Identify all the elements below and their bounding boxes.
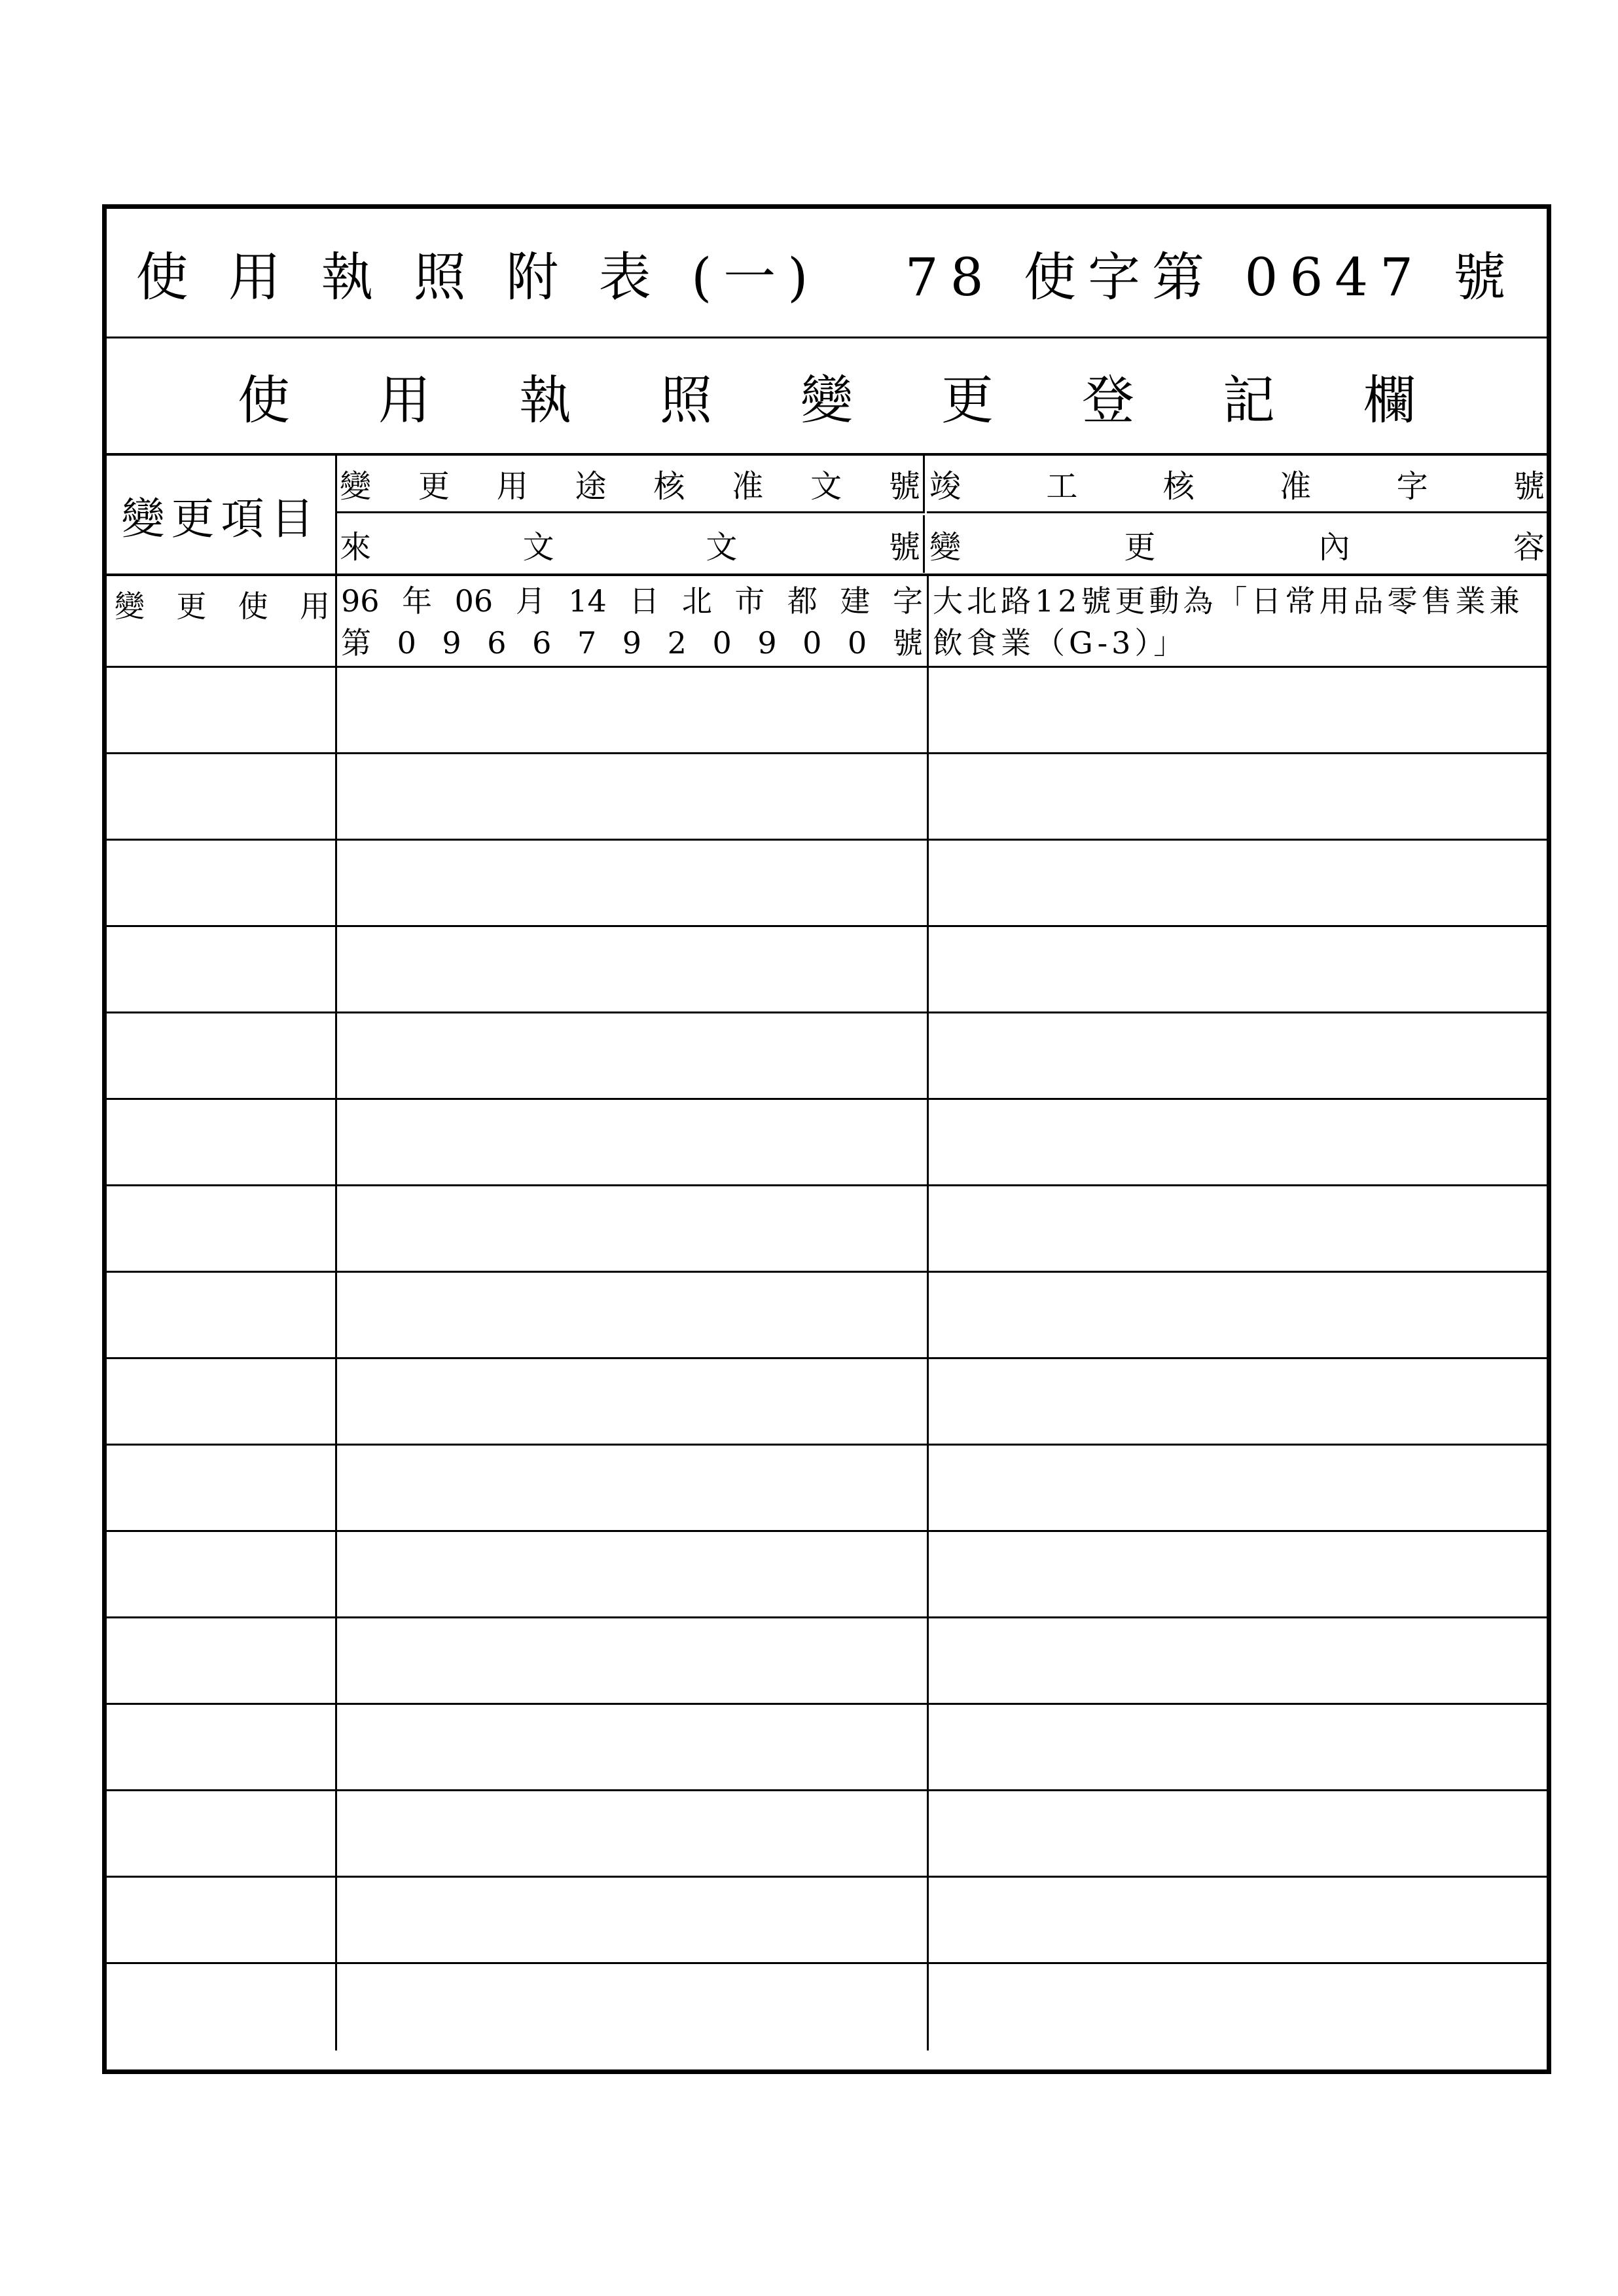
entry-doc-char: 14 [568,583,607,619]
empty-cell [107,1705,337,1789]
empty-cell [929,1532,1547,1616]
header-char: 准 [732,468,764,505]
header-change-content [927,515,1547,573]
empty-cell [929,1878,1547,1962]
empty-cell [107,1964,337,2050]
entry-content-line-1: 大北路12號更動為「日常用品零售業兼 [933,583,1524,619]
header-char: 文 [810,468,842,505]
empty-cell [929,1013,1547,1098]
empty-cell [337,1273,929,1357]
entry-doc-char: 市 [734,583,765,619]
header-char: 號 [888,528,920,566]
empty-cell [929,1791,1547,1876]
entry-doc-char: 9 [442,625,461,661]
entry-doc-char: 6 [487,625,507,661]
table-row [107,1532,1547,1618]
header-completion-approval-number [927,456,1547,513]
entry-doc-char: 7 [577,625,597,661]
header-char: 核 [1162,468,1195,505]
header-char: 號 [888,468,920,505]
entry-doc-char: 6 [532,625,552,661]
entry-doc-char: 號 [892,625,923,661]
entry-doc-line-2 [341,622,923,664]
empty-cell [929,1273,1547,1357]
empty-cell [929,754,1547,839]
empty-cell [929,1705,1547,1789]
empty-cell [929,1618,1547,1703]
header-incoming-doc-number [337,515,925,573]
table-row [107,1186,1547,1273]
entry-doc-char: 日 [629,583,660,619]
header-char: 用 [496,468,528,505]
header-change-item: 變更項目 [107,456,337,574]
header-char: 竣 [929,468,962,505]
empty-cell [929,1964,1547,2050]
header-approval-doc-number [337,456,925,513]
table-row [107,1446,1547,1532]
empty-cell [337,841,929,925]
header-char: 字 [1396,468,1428,505]
empty-cell [337,1705,929,1789]
entry-item-char: 更 [176,589,207,624]
header-char: 變 [929,528,962,566]
subtitle-char: 使 [238,370,290,431]
table-row [107,927,1547,1013]
empty-cell [107,1359,337,1444]
subtitle-char: 記 [1223,370,1275,431]
empty-cell [107,1186,337,1271]
subtitle-char: 執 [519,370,571,431]
table-row [107,1791,1547,1878]
table-row [107,1964,1547,2050]
entry-doc-number [337,576,929,666]
empty-cell [107,668,337,752]
permit-number: 78 使字第 0647 號 [905,247,1518,308]
empty-cell [107,1013,337,1098]
empty-cell [929,841,1547,925]
empty-cell [337,1186,929,1271]
empty-cell [107,1100,337,1184]
empty-cell [929,927,1547,1011]
empty-cell [337,1618,929,1703]
header-char: 更 [418,468,450,505]
subtitle-characters [238,358,1416,433]
header-char: 工 [1046,468,1078,505]
subtitle-char: 欄 [1363,370,1416,431]
entry-doc-char: 9 [757,625,777,661]
registration-rows [107,576,1547,2069]
table-row [107,1359,1547,1446]
empty-cell [337,927,929,1011]
table-row [107,668,1547,754]
entry-doc-char: 字 [892,583,923,619]
empty-cell [337,1359,929,1444]
empty-cell [107,1446,337,1530]
empty-cell [337,1100,929,1184]
empty-cell [107,841,337,925]
header-char: 變 [340,468,372,505]
empty-cell [107,1532,337,1616]
empty-cell [337,1964,929,2050]
empty-cell [929,1100,1547,1184]
entry-doc-char: 0 [802,625,822,661]
entry-doc-char: 都 [787,583,818,619]
table-row [107,1878,1547,1964]
entry-doc-char: 月 [515,583,546,619]
subtitle-char: 登 [1082,370,1134,431]
entry-item-char: 使 [238,589,268,624]
empty-cell [337,1878,929,1962]
empty-cell [929,1359,1547,1444]
empty-cell [107,1791,337,1876]
form-title [107,209,1547,338]
empty-cell [107,1878,337,1962]
entry-doc-char: 06 [454,583,494,619]
entry-doc-char: 96 [341,583,380,619]
subtitle-char: 變 [800,370,853,431]
empty-cell [337,754,929,839]
table-row [107,1705,1547,1791]
header-char: 內 [1318,528,1350,566]
entry-doc-line-1 [341,580,923,622]
entry-doc-char: 第 [341,625,371,661]
table-row [107,576,1547,668]
entry-item-char: 變 [115,589,145,624]
form-name: 使 用 執 照 附 表 (一) [135,247,820,308]
header-char: 容 [1513,528,1545,566]
header-char: 更 [1124,528,1156,566]
header-char: 准 [1280,468,1312,505]
empty-cell [929,668,1547,752]
entry-doc-char: 2 [667,625,687,661]
entry-doc-char: 北 [681,583,712,619]
subtitle-char: 照 [660,370,712,431]
empty-cell [107,754,337,839]
empty-cell [929,1446,1547,1530]
entry-doc-char: 0 [848,625,867,661]
empty-cell [107,1618,337,1703]
empty-cell [337,668,929,752]
empty-cell [929,1186,1547,1271]
table-row [107,1273,1547,1359]
header-char: 文 [522,528,554,566]
usage-permit-appendix-form [102,204,1551,2074]
entry-change-item [107,576,337,666]
entry-item-char: 用 [299,589,330,624]
header-char: 途 [575,468,607,505]
entry-doc-char: 年 [402,583,433,619]
header-char: 號 [1513,468,1545,505]
table-row [107,1100,1547,1186]
table-row [107,754,1547,841]
entry-doc-char: 9 [622,625,642,661]
subtitle-char: 用 [378,370,431,431]
entry-doc-char: 0 [712,625,732,661]
header-char: 文 [706,528,738,566]
table-row [107,841,1547,927]
empty-cell [337,1013,929,1098]
header-char: 核 [653,468,685,505]
header-char: 來 [340,528,372,566]
empty-cell [107,927,337,1011]
empty-cell [337,1446,929,1530]
table-header [107,456,1547,576]
table-row [107,1013,1547,1100]
entry-doc-char: 建 [840,583,871,619]
empty-cell [337,1791,929,1876]
empty-cell [107,1273,337,1357]
entry-change-content [929,576,1547,666]
entry-content-line-2: 飲食業（G-3）」 [933,625,1188,661]
entry-doc-char: 0 [397,625,416,661]
empty-cell [337,1532,929,1616]
subtitle-char: 更 [941,370,994,431]
table-row [107,1618,1547,1705]
form-subtitle [107,338,1547,456]
